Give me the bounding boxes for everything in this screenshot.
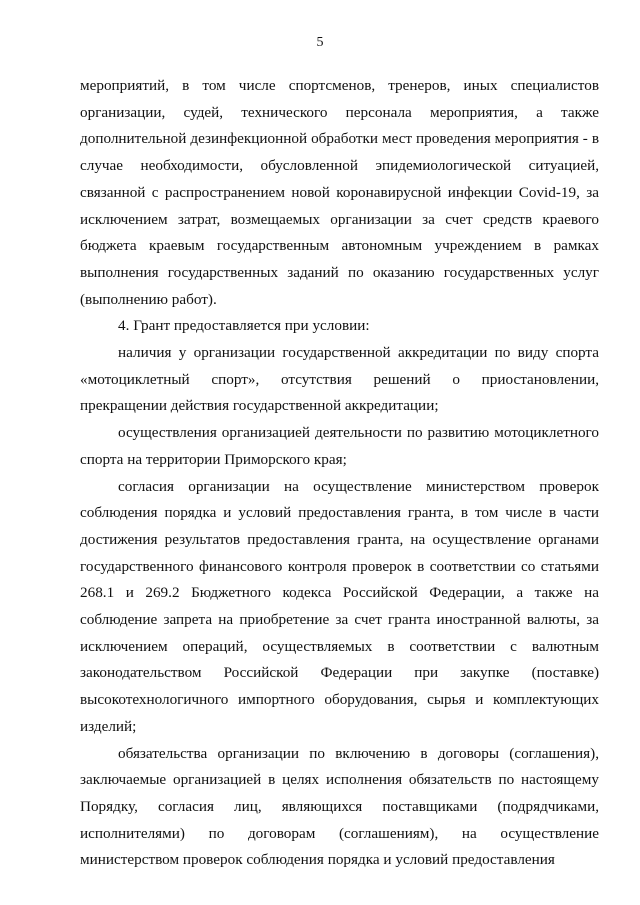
page-number: 5 [316,35,324,50]
paragraph-accreditation: наличия у организации государственной аккредитации по виду спорта «мотоциклетный спорт», отсутствия решений о приостановлении, прекращении действия государственной аккредитации; [80,344,599,415]
paragraph-consent: согласия организации на осуществление министерством проверок соблюдения порядка и условий предоставления гранта, в том числе в части достижения результатов предоставления гранта, на осуществление органами государственного финансового контроля проверок в соответствии со статьями 268.1 и 269.2 Бюджетного кодекса Российской Федерации, а также на соблюдение запрета на приобретение за счет гранта иностранной валюты, за исключением операций, осуществляемых в соответствии с валютным законодательством Российской Федерации при закупке (поставке) высокотехнологичного импортного оборудования, сырья и комплектующих изделий; [80,477,599,735]
document-body [80,73,599,874]
paragraph-continuation: мероприятий, в том числе спортсменов, тренеров, иных специалистов организации, судей, технического персонала мероприятия, а также дополнительной дезинфекционной обработки мест проведения мероприятия - в случае необходимости, обусловленной эпидемиологической ситуацией, связанной с распространением новой коронавирусной инфекции Covid-19, за исключением затрат, возмещаемых организации за счет средств краевого бюджета краевым государственным автономным учреждением в рамках выполнения государственных заданий по оказанию государственных услуг (выполнению работ). [80,77,599,308]
paragraph-clause-4: 4. Грант предоставляется при условии: [118,317,370,335]
paragraph-obligation: обязательства организации по включению в договоры (соглашения), заключаемые организацией в целях исполнения обязательств по настоящему Порядку, согласия лиц, являющихся поставщиками (подрядчиками, исполнителями) по договорам (соглашениям), на осуществление министерством проверок соблюдения порядка и условий предоставления [80,744,599,869]
paragraph-activity: осуществления организацией деятельности по развитию мотоциклетного спорта на территории Приморского края; [80,424,599,468]
